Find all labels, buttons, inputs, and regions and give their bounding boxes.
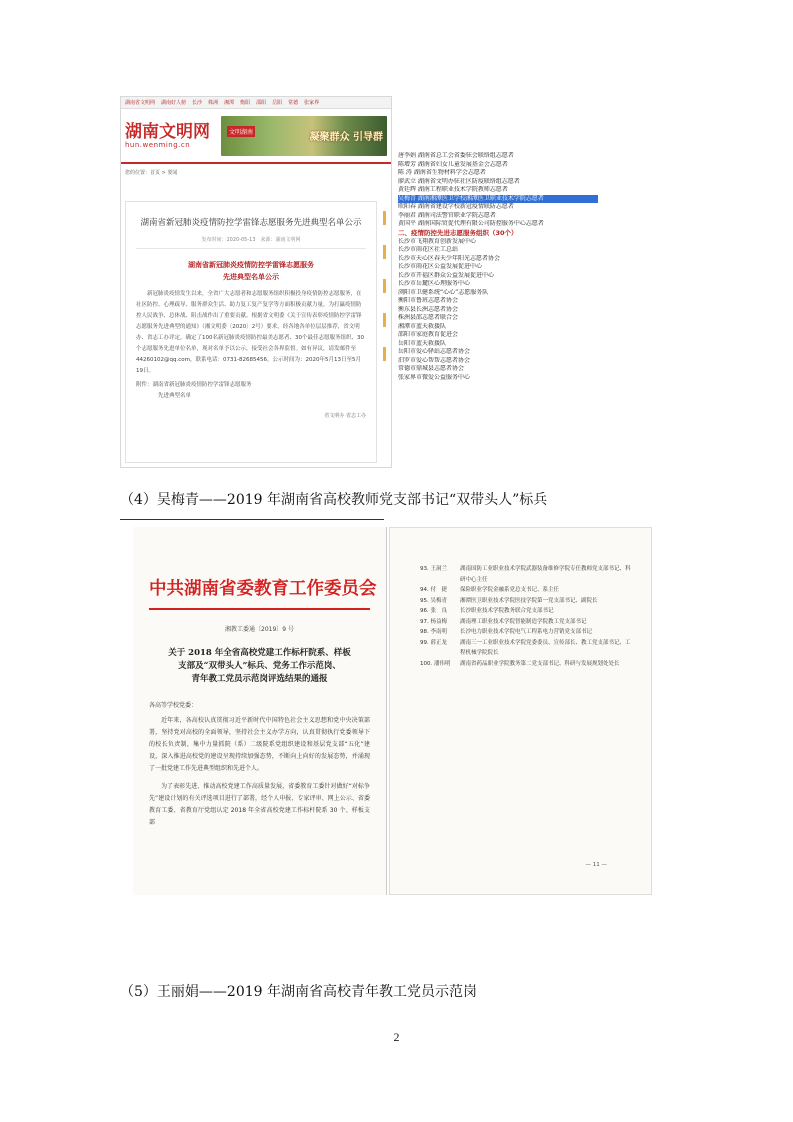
nav-link[interactable]: 湖南好人榜	[161, 100, 187, 106]
entry-title: 湖南三一工业职业技术学院党委委员、宣传部长、教工党支部书记、工程机械学院院长	[460, 639, 631, 656]
entry-number-name: 94. 付 捷	[420, 587, 447, 593]
share-marker[interactable]	[383, 279, 386, 293]
document-title	[149, 647, 370, 686]
nav-link[interactable]: 邵阳	[256, 100, 267, 106]
entry-title: 湖南国防工业职业技术学院武器装备维修学院专任教师党支部书记、科研中心主任	[460, 566, 631, 583]
site-logo-text: 湖南文明网	[125, 121, 210, 142]
caption-5: （5）王丽娟——2019 年湖南省高校青年教工党员示范岗	[120, 984, 477, 1000]
nav-link[interactable]: 张家界	[304, 100, 320, 106]
document-paragraph: 为了表彰先进、推动高校党建工作高质量发展，省委教育工委针对做好“对标争先”建设计划的有关评选项目进行了部署，经个人申报、专家评审、网上公示、省委教育工委、省教育厅党组认定 2018 年全省高校党建工作标杆院系 30 个、样板支部	[149, 783, 370, 826]
list-row: 陈 涛 湖南省生物材料学会志愿者	[398, 169, 486, 176]
article-panel	[125, 201, 377, 463]
banner-slogan: 凝聚群众 引导群	[309, 131, 383, 143]
share-marker[interactable]	[383, 313, 386, 327]
list-row: 汨罗市爱心帮帮志愿者协会	[398, 356, 471, 364]
award-entry	[420, 596, 631, 607]
website-screenshot	[120, 96, 392, 468]
award-entry	[420, 617, 631, 628]
banner-image	[221, 116, 387, 156]
site-logo[interactable]	[125, 123, 217, 149]
list-row: 浏阳市卫健系统“心心”志愿服务队	[398, 288, 489, 296]
entry-title: 长沙职业技术学院教务联合党支部书记	[460, 608, 554, 614]
entry-number-name: 100. 潘伟明	[420, 660, 451, 667]
list-row: 常德市鼎城县志愿者协会	[398, 365, 465, 372]
entry-title: 长沙电力职业技术学院电气工程系电力营销党支部书记	[460, 629, 593, 635]
title-line: 关于 2018 年全省高校党建工作标杆院系、样板	[168, 648, 351, 658]
name-list-screenshot	[398, 152, 598, 468]
article-red-heading	[136, 259, 366, 283]
breadcrumb: 您的位置：首页 > 要闻	[125, 170, 178, 176]
list-row: 唐李娟 湖南省总工会省委驻会联络组志愿者	[398, 152, 514, 159]
nav-link[interactable]: 长沙	[192, 100, 203, 106]
award-entry	[420, 627, 631, 638]
award-entry	[420, 585, 631, 596]
share-marker[interactable]	[383, 245, 386, 259]
nav-link[interactable]: 常德	[288, 100, 299, 106]
salutation: 各高等学校党委：	[149, 702, 198, 709]
share-marker[interactable]	[383, 347, 386, 361]
list-row: 岳阳市爱心驿站志愿者协会	[398, 348, 471, 355]
list-row: 湘潭市蓝天救援队	[398, 322, 447, 330]
list-section-heading: 二、疫情防控先进志愿服务组织（30个）	[398, 228, 518, 237]
page-number: 2	[393, 1030, 400, 1044]
list-row: 长沙市飞翔教育创新发展中心	[398, 237, 477, 245]
list-row: 张家界市微爱公益服务中心	[398, 373, 471, 381]
nav-link[interactable]: 湖南省文明网	[125, 100, 156, 106]
caption-4: （4）吴梅青——2019 年湖南省高校教师党支部书记“双带头人”标兵	[120, 492, 548, 508]
site-logo-url: hun.wenming.cn	[125, 140, 191, 149]
caption-rule	[120, 519, 384, 520]
entry-title: 湘潭医卫职业技术学院医技学院第一党支部书记、副院长	[460, 597, 598, 604]
entry-number-name: 97. 杨益梅	[420, 618, 447, 625]
list-row: 欧阳春 湖南省建设学校新冠疫情联防志愿者	[398, 203, 514, 210]
document-number: 湘教工委通〔2019〕9 号	[225, 626, 294, 633]
site-banner	[121, 109, 391, 164]
award-entry	[420, 638, 631, 659]
list-row: 黄国平 湖南国际贸促代理有限公司防控服务中心志愿者	[398, 220, 544, 227]
article-meta: 发布时间：2020-05-13 来源：湖南文明网	[136, 236, 366, 249]
award-entry	[420, 564, 631, 585]
list-row: 长沙市岳麓区心理服务中心	[398, 280, 471, 287]
entry-number-name: 95. 吴梅青	[420, 597, 447, 604]
document-red-header: 中共湖南省委教育工作委员会	[149, 579, 377, 599]
list-row: 岳阳市蓝天救援队	[398, 339, 447, 347]
list-row: 长沙市雨花区公益发展促进中心	[398, 263, 483, 270]
document-page-number: — 11 —	[585, 862, 607, 868]
entry-number-name: 93. 王洞兰	[420, 566, 447, 572]
title-line: 支部及“双带头人”标兵、党务工作示范岗、	[178, 661, 341, 671]
article-body: 新冠肺炎疫情发生以来，全省广大志愿者和志愿服务组织积极投身疫情防控志愿服务，在社区防控、心理疏导、服务群众生活、助力复工复产复学等方面积极贡献力量，为打赢疫情防控人民战争、总体战、阻击战作出了重要贡献。根据省文明委《关于宣传表彰疫情防控学雷锋志愿服务先进典型的通知》（湘文明委〔2020〕2号）要求，经各地各单位层层推荐，省文明办、省志工办评定，确定了100名新冠肺炎疫情防控最美志愿者、30个最佳志愿服务组织、30个志愿服务先进单位名单，现对名单予以公示，接受社会各界监督。如有异议，请发邮件至44260102@qq.com，联系电话：0731-82685456。公示时间为：2020年5月13日至5月19日。	[136, 291, 364, 374]
red-heading-line: 湖南省新冠肺炎疫情防控学雷锋志愿服务	[188, 261, 314, 269]
entry-number-name: 99. 薛正龙	[420, 639, 447, 646]
title-line: 青年教工党员示范岗评选结果的通报	[191, 674, 328, 684]
entry-title: 湖南理工职业技术学院智能制造学院教工党支部书记	[460, 618, 587, 625]
red-heading-line: 先进典型名单公示	[223, 273, 279, 281]
list-row: 株洲县邵志愿者联合会	[398, 314, 459, 321]
list-row: 长沙市雨花区社工总站	[398, 246, 459, 253]
list-row: 廖武立 湖南省文明办驻社区防疫联络组志愿者	[398, 177, 520, 185]
entry-title: 湖南省药品职业学院教务第二党支部书记、科研与发展规划处处长	[460, 660, 620, 667]
list-row: 陈增芳 湖南省妇女儿童发展基金会志愿者	[398, 160, 508, 168]
list-row: 黄廷辉 湖南工程职业技术学院教师志愿者	[398, 186, 508, 193]
site-top-nav	[121, 97, 391, 109]
entry-title: 保险职业学院金融系党总支书记、系主任	[460, 587, 560, 593]
document-paragraph: 近年来，各高校认真贯彻习近平新时代中国特色社会主义思想和党中央决策部署，坚持党对高校的全面领导，坚持社会主义办学方向，认真贯彻执行党委领导下的校长负责制，集中力量抓院（系）二级院系党组织建设和基层党支部“五化”建设，深入推进高校党的建设呈现持续加强态势，不断向上向好的发展态势，并涌现了一批党建工作先进典型组织和先进个人。	[149, 717, 370, 772]
nav-link[interactable]: 岳阳	[272, 100, 283, 106]
list-row: 长沙市天心区春天少年阳光志愿者协会	[398, 254, 501, 262]
entry-number-name: 96. 张 良	[420, 608, 447, 614]
nav-link[interactable]: 衡阳	[240, 100, 251, 106]
side-share-bar	[379, 201, 389, 463]
article-attachment[interactable]	[136, 380, 366, 402]
nav-link[interactable]: 湘潭	[224, 100, 235, 106]
list-row: 长沙市开福区群众公益发展促进中心	[398, 271, 495, 279]
article-signature: 省文明办 省志工办	[324, 413, 366, 419]
document-page-right	[389, 527, 652, 895]
attachment-line: 先进典型名单	[158, 393, 192, 399]
nav-link[interactable]: 株洲	[208, 100, 219, 106]
award-entry	[420, 606, 631, 617]
document-page-left	[133, 527, 387, 895]
list-row: 衡阳市鲁班志愿者协会	[398, 297, 459, 304]
highlighted-list-row: 吴梅青 湖南湘潭医卫学校湘潭医卫职业技术学院志愿者	[398, 195, 598, 204]
share-marker[interactable]	[383, 211, 386, 225]
red-header-rule	[149, 608, 370, 610]
article-title: 湖南省新冠肺炎疫情防控学雷锋志愿服务先进典型名单公示	[140, 218, 362, 228]
award-entry	[420, 659, 631, 670]
list-row: 邵阳市家庭教育促进会	[398, 331, 459, 338]
banner-badge: 文明湖南	[227, 126, 255, 137]
list-row: 李丽君 湖南司法警官职业学院志愿者	[398, 211, 496, 219]
list-row: 衡东县长洲志愿者协会	[398, 305, 459, 313]
attachment-line: 附件：湖南省新冠肺炎疫情防控学雷锋志愿服务	[136, 382, 252, 388]
entry-number-name: 98. 李南明	[420, 629, 447, 635]
